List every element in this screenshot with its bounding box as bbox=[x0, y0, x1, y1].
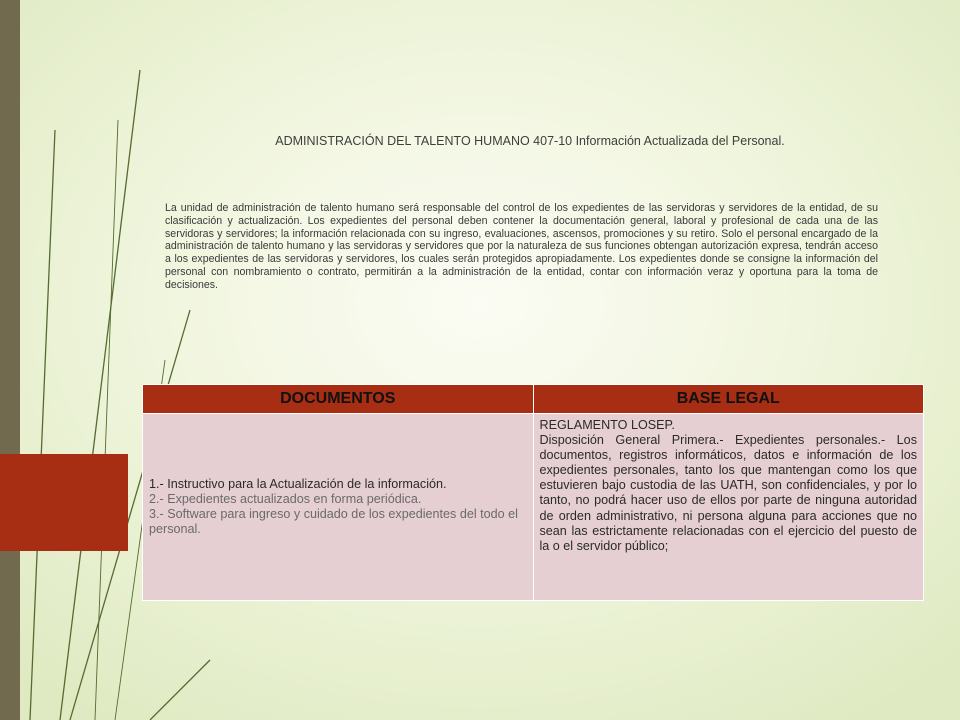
body-paragraph: La unidad de administración de talento humano será responsable del control de los expedientes de las servidoras y servidores de la entidad, de su clasificación y actualización. Los expedientes del personal deben contener la documentación general, laboral y profesional de cada una de las servidoras y servidores; la información relacionada con su ingreso, evaluaciones, ascensos, promociones y su retiro. Solo el personal encargado de la administración de talento humano y las servidoras y servidores que por la naturaleza de sus funciones obtengan autorización expresa, tendrán acceso a los expedientes de las servidoras y servidores, los cuales serán protegidos apropiadamente. Los expedientes donde se consigne la información del personal con nombramiento o contrato, permitirán a la administración de la entidad, contar con información veraz y oportuna para la toma de decisiones. bbox=[165, 202, 878, 291]
header-documents: DOCUMENTOS bbox=[143, 385, 534, 414]
documents-cell bbox=[143, 414, 534, 601]
slide-title: ADMINISTRACIÓN DEL TALENTO HUMANO 407-10 Información Actualizada del Personal. bbox=[275, 134, 785, 148]
document-item-3: 3.- Software para ingreso y cuidado de los expedientes del todo el personal. bbox=[149, 507, 518, 537]
header-base-legal: BASE LEGAL bbox=[533, 385, 924, 414]
document-item-2: 2.- Expedientes actualizados en forma periódica. bbox=[149, 491, 422, 506]
table-row bbox=[143, 414, 924, 601]
accent-tab bbox=[0, 454, 128, 551]
document-item-1: 1.- Instructivo para la Actualización de la información. bbox=[149, 476, 447, 491]
base-legal-cell bbox=[533, 414, 924, 601]
left-bar bbox=[0, 0, 20, 720]
table-header-row bbox=[143, 385, 924, 414]
documents-table bbox=[142, 384, 924, 601]
legal-text: Disposición General Primera.- Expedientes personales.- Los documentos, registros informáticos, datos e información de los expedientes personales, tanto los que mantengan como los que estuvieren bajo custodia de las UATH, son confidenciales, y por lo tanto, no podrá hacer uso de ellos por parte de ninguna autoridad de orden administrativo, ni persona alguna para acciones que no sean las estrictamente relacionadas con el ejercicio del puesto de la o el servidor público; bbox=[539, 433, 917, 553]
legal-title: REGLAMENTO LOSEP. bbox=[539, 418, 675, 432]
